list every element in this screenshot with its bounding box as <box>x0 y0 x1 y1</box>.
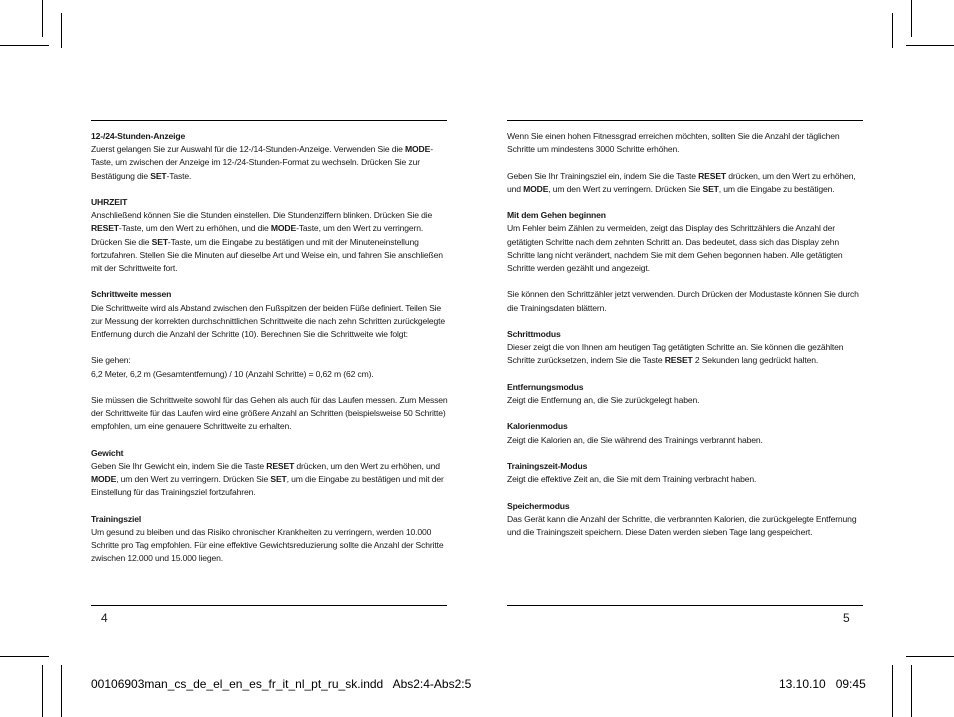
section-gehen-beginnen: Mit dem Gehen beginnen Um Fehler beim Zählen zu vermeiden, zeigt das Display des Schrittzählers die Anzahl der getätigten Schritte nach dem zehnten Schritt an. Das bedeutet, dass sich das Display zehn Schritte lang nicht verändert, nachdem Sie mit dem Gehen begonnen haben. Alle getätigten Schritte werden gezählt und angezeigt. <box>507 209 867 275</box>
example-paragraph: Sie gehen: 6,2 Meter, 6,2 m (Gesamtentfernung) / 10 (Anzahl Schritte) = 0,62 m (62 cm). <box>91 355 374 379</box>
section-heading: UHRZEIT <box>91 197 128 207</box>
crop-mark <box>61 665 62 717</box>
crop-mark <box>0 45 49 46</box>
right-column <box>507 130 867 552</box>
crop-mark <box>0 656 49 657</box>
section-trainingszeit: Trainingszeit-Modus Zeigt die effektive Zeit an, die Sie mit dem Training verbracht haben. <box>507 460 867 486</box>
crop-mark <box>61 13 62 48</box>
page-number-left: 4 <box>101 611 108 625</box>
section-heading: Schrittweite messen <box>91 289 172 300</box>
section-heading: 12-/24-Stunden-Anzeige <box>91 131 186 141</box>
note-paragraph: Sie können den Schrittzähler jetzt verwenden. Durch Drücken der Modustaste können Sie durch die Trainingsdaten blättern. <box>507 289 859 313</box>
section-heading: Mit dem Gehen beginnen <box>507 210 606 221</box>
crop-mark <box>892 13 893 48</box>
section-heading: Speichermodus <box>507 500 570 511</box>
bottom-rule-right <box>507 605 863 606</box>
section-entfernungsmodus: Entfernungsmodus Zeigt die Entfernung an, die Sie zurückgelegt haben. <box>507 381 867 407</box>
goal-paragraph: Geben Sie Ihr Trainingsziel ein, indem Sie die Taste RESET drücken, um den Wert zu erhöhen, und MODE, um den Wert zu verringern. Drücken Sie SET, um die Eingabe zu bestätigen. <box>507 170 856 194</box>
intro-paragraph: Wenn Sie einen hohen Fitnessgrad erreichen möchten, sollten Sie die Anzahl der täglichen Schritte um mindestens 3000 Schritte erhöhen. <box>507 131 840 155</box>
footer-datetime: 13.10.10 09:45 <box>779 677 866 691</box>
section-heading: Gewicht <box>91 447 124 458</box>
section-schrittweite: Schrittweite messen Die Schrittweite wird als Abstand zwischen den Fußspitzen der beiden Füße definiert. Teilen Sie zur Messung der korrekten durchschnittlichen Schrittweite die nach zehn Schritten zurückgelegte Entfernung durch die Anzahl der Schritte (10). Berechnen Sie die Schrittweite wie folgt: <box>91 288 451 341</box>
crop-mark <box>906 45 954 46</box>
crop-mark <box>911 665 912 717</box>
crop-mark <box>42 665 43 717</box>
footer-filename: 00106903man_cs_de_el_en_es_fr_it_nl_pt_ru_sk.indd Abs2:4-Abs2:5 <box>91 677 472 691</box>
section-uhrzeit: UHRZEIT Anschließend können Sie die Stunden einstellen. Die Stundenziffern blinken. Drücken Sie die RESET-Taste, um den Wert zu erhöhen, und die MODE-Taste, um den Wert zu verringern. Drücken Sie die SET-Taste, um die Eingabe zu bestätigen und mit der Minuteneinstellung fortzufahren. Stellen Sie die Minuten auf dieselbe Art und Weise ein, und fahren Sie anschließen mit der Schrittweite fort. <box>91 196 451 275</box>
page-number-right: 5 <box>843 611 850 625</box>
section-heading: Kalorienmodus <box>507 421 568 432</box>
bottom-rule-left <box>91 605 447 606</box>
section-gewicht: Gewicht Geben Sie Ihr Gewicht ein, indem Sie die Taste RESET drücken, um den Wert zu erhöhen, und MODE, um den Wert zu verringern. Drücken Sie SET, um die Eingabe zu bestätigen und mit der Einstellung für das Trainingsziel fortzufahren. <box>91 447 451 500</box>
section-heading: Entfernungsmodus <box>507 381 584 392</box>
crop-mark <box>42 0 43 37</box>
top-rule-right <box>507 120 863 121</box>
section-heading: Schrittmodus <box>507 328 561 339</box>
top-rule-left <box>91 120 447 121</box>
section-heading: Trainingsziel <box>91 513 142 524</box>
section-speichermodus: Speichermodus Das Gerät kann die Anzahl der Schritte, die verbrannten Kalorien, die zurückgelegte Entfernung und die Trainingszeit speichern. Diese Daten werden sieben Tage lang gespeichert. <box>507 500 867 540</box>
section-kalorienmodus: Kalorienmodus Zeigt die Kalorien an, die Sie während des Trainings verbrannt haben. <box>507 420 867 446</box>
section-12-24-hour: 12-/24-Stunden-Anzeige Zuerst gelangen Sie zur Auswahl für die 12-/14-Stunden-Anzeige. Verwenden Sie die MODE-Taste, um zwischen der Anzeige im 12-/24-Stunden-Format zu wechseln. Drücken Sie zur Bestätigung die SET-Taste. <box>91 130 451 183</box>
section-trainingsziel: Trainingsziel Um gesund zu bleiben und das Risiko chronischer Krankheiten zu verringern, werden 10.000 Schritte pro Tag empfohlen. Für eine effektive Gewichtsreduzierung sollte die Anzahl der Schritte zwischen 12.000 und 15.000 liegen. <box>91 513 451 566</box>
crop-mark <box>911 0 912 37</box>
section-schrittmodus: Schrittmodus Dieser zeigt die von Ihnen am heutigen Tag getätigten Schritte an. Sie können die gezählten Schritte zurücksetzen, indem Sie die Taste RESET 2 Sekunden lang gedrückt halten. <box>507 328 867 368</box>
crop-mark <box>906 656 954 657</box>
section-heading: Trainingszeit-Modus <box>507 460 588 471</box>
left-column <box>91 130 451 579</box>
crop-mark <box>892 665 893 717</box>
note-paragraph: Sie müssen die Schrittweite sowohl für das Gehen als auch für das Laufen messen. Zum Messen der Schrittweite für das Laufen wird eine größere Anzahl an Schritten (beispielsweise 50 Schritte) empfohlen, um eine genauere Schrittweite zu erhalten. <box>91 395 448 432</box>
